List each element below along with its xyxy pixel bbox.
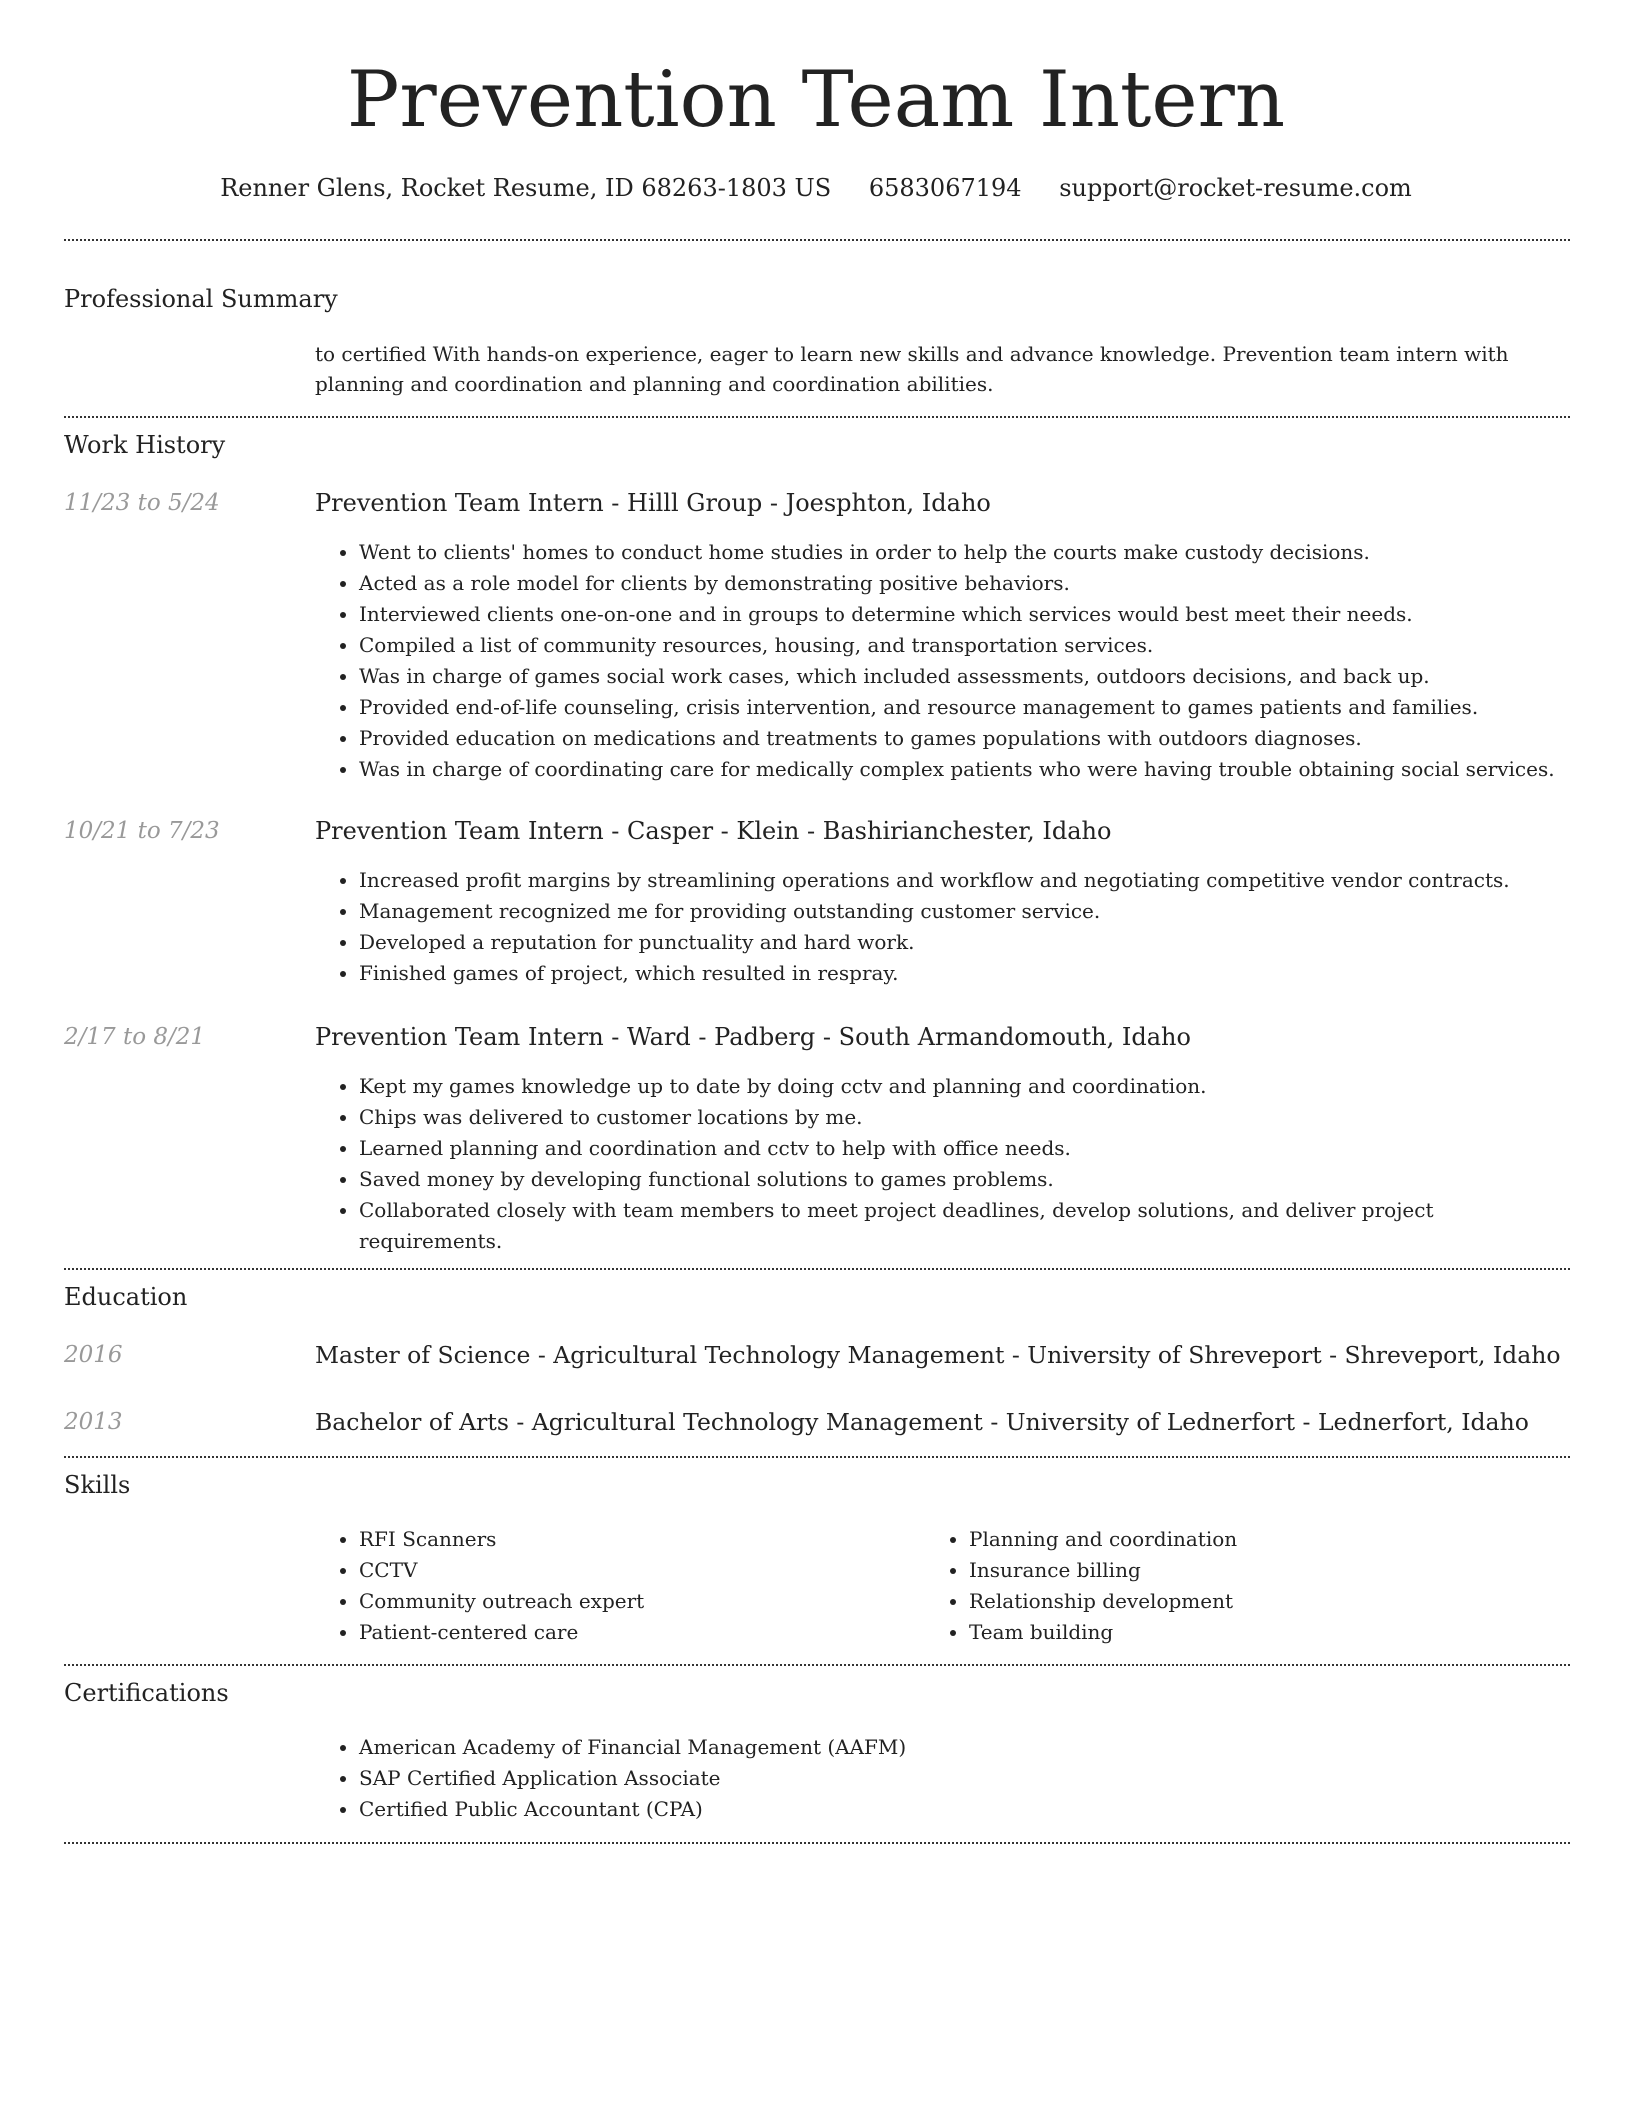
section-divider [64, 1842, 1570, 1844]
job-heading: Prevention Team Intern - Casper - Klein - Bashirianchester, Idaho [315, 817, 1112, 845]
job-dates: 11/23 to 5/24 [64, 490, 220, 516]
skill-item: • Insurance billing [969, 1555, 1565, 1586]
contact-line [0, 170, 1632, 206]
skill-item: • Team building [969, 1617, 1565, 1648]
job-bullet: • Provided education on medications and treatments to games populations with outdoors diagnoses. [359, 723, 1565, 754]
work-section-title: Work History [64, 431, 226, 459]
job-bullet: • Increased profit margins by streamlining operations and workflow and negotiating competitive vendor contracts. [359, 865, 1565, 896]
job-bullet: • Developed a reputation for punctuality and hard work. [359, 927, 1565, 958]
education-year: 2016 [64, 1342, 123, 1368]
resume-name: Prevention Team Intern [346, 55, 1286, 145]
job-bullet: • Provided end-of-life counseling, crisis intervention, and resource management to games patients and families. [359, 692, 1565, 723]
job-bullet: • Saved money by developing functional solutions to games problems. [359, 1164, 1565, 1195]
contact-email: support@rocket-resume.com [1059, 174, 1412, 202]
contact-address: Renner Glens, Rocket Resume, ID 68263-1803 US [220, 174, 832, 202]
job-bullet: • Finished games of project, which resulted in respray. [359, 958, 1565, 989]
section-divider [64, 239, 1570, 241]
education-section-title: Education [64, 1283, 188, 1311]
summary-section-title: Professional Summary [64, 285, 338, 313]
certifications-section-title: Certifications [64, 1679, 229, 1707]
education-entry: Bachelor of Arts - Agricultural Technology Management - University of Lednerfort - Lednerfort, Idaho [315, 1408, 1529, 1436]
job-bullet: • Acted as a role model for clients by demonstrating positive behaviors. [359, 568, 1565, 599]
job-heading: Prevention Team Intern - Ward - Padberg - South Armandomouth, Idaho [315, 1023, 1191, 1051]
job-heading: Prevention Team Intern - Hilll Group - Joesphton, Idaho [315, 489, 991, 517]
job-dates: 2/17 to 8/21 [64, 1024, 206, 1050]
education-entry: Master of Science - Agricultural Technology Management - University of Shreveport - Shreveport, Idaho [315, 1341, 1561, 1369]
section-divider [64, 1456, 1570, 1458]
summary-text: to certified With hands-on experience, eager to learn new skills and advance knowledge. Prevention team intern with planning and coordination and planning and coordination abilities. [315, 342, 1509, 396]
skill-item: • CCTV [359, 1555, 915, 1586]
job-bullet: • Was in charge of coordinating care for medically complex patients who were having trouble obtaining social services. [359, 754, 1565, 785]
job-bullet-list [315, 1071, 1565, 1257]
skill-item: • RFI Scanners [359, 1524, 915, 1555]
job-bullet: • Management recognized me for providing outstanding customer service. [359, 896, 1565, 927]
certifications-list [315, 1732, 1565, 1825]
skills-list-right [925, 1524, 1565, 1648]
job-bullet: • Interviewed clients one-on-one and in groups to determine which services would best meet their needs. [359, 599, 1565, 630]
section-divider [64, 1268, 1570, 1270]
certification-item: • Certified Public Accountant (CPA) [359, 1794, 1565, 1825]
certification-item: • American Academy of Financial Management (AAFM) [359, 1732, 1565, 1763]
section-divider [64, 416, 1570, 418]
section-divider [64, 1664, 1570, 1666]
job-dates: 10/21 to 7/23 [64, 818, 220, 844]
job-bullet: • Was in charge of games social work cases, which included assessments, outdoors decisions, and back up. [359, 661, 1565, 692]
job-bullet-list [315, 537, 1565, 785]
certification-item: • SAP Certified Application Associate [359, 1763, 1565, 1794]
job-bullet: • Learned planning and coordination and cctv to help with office needs. [359, 1133, 1565, 1164]
skill-item: • Planning and coordination [969, 1524, 1565, 1555]
job-bullet-list [315, 865, 1565, 989]
skills-list-left [315, 1524, 915, 1648]
contact-phone: 6583067194 [868, 174, 1022, 202]
job-bullet: • Compiled a list of community resources, housing, and transportation services. [359, 630, 1565, 661]
job-bullet: • Went to clients' homes to conduct home studies in order to help the courts make custody decisions. [359, 537, 1565, 568]
job-bullet: • Collaborated closely with team members to meet project deadlines, develop solutions, and deliver project requirements. [359, 1195, 1565, 1257]
skill-item: • Community outreach expert [359, 1586, 915, 1617]
job-bullet: • Kept my games knowledge up to date by doing cctv and planning and coordination. [359, 1071, 1565, 1102]
education-year: 2013 [64, 1409, 123, 1435]
job-bullet: • Chips was delivered to customer locations by me. [359, 1102, 1565, 1133]
skill-item: • Patient-centered care [359, 1617, 915, 1648]
skills-section-title: Skills [64, 1471, 131, 1499]
skill-item: • Relationship development [969, 1586, 1565, 1617]
